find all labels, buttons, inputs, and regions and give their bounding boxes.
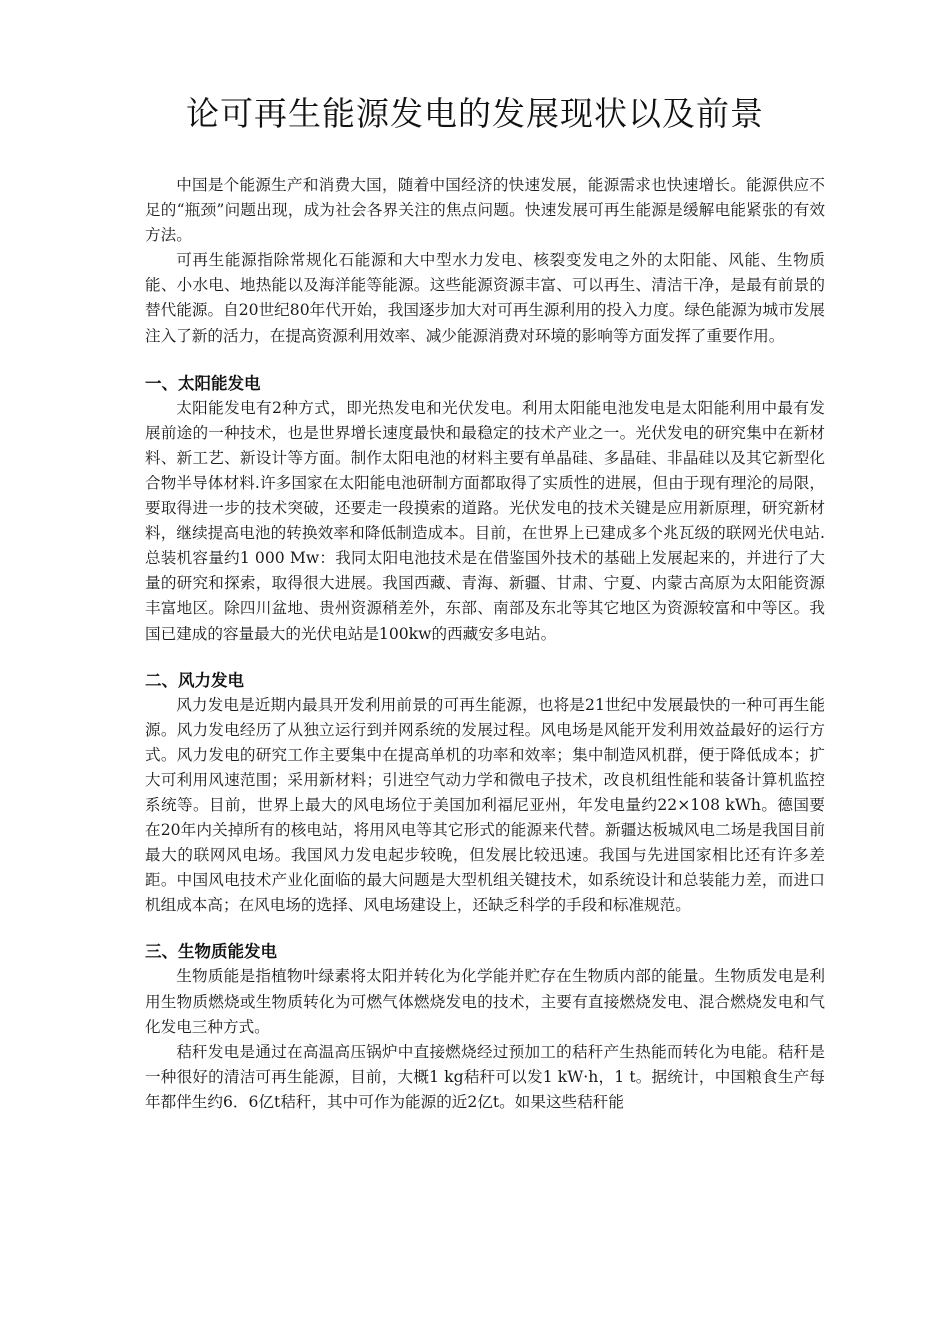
intro-paragraph: 可再生能源指除常规化石能源和大中型水力发电、核裂变发电之外的太阳能、风能、生物质能、小水电、地热能以及海洋能等能源。这些能源资源丰富、可以再生、清洁干净，是最有前景的替代能源。自20世纪80年代开始，我国逐步加大对可再生源利用的投入力度。绿色能源为城市发展注入了新的活力，在提高资源利用效率、减少能源消费对环境的影响等方面发挥了重要作用。	[145, 251, 825, 345]
document-body	[145, 173, 825, 1115]
section-heading-solar: 一、太阳能发电	[145, 373, 261, 393]
section-paragraph: 太阳能发电有2种方式，即光热发电和光伏发电。利用太阳能电池发电是太阳能利用中最有发展前途的一种技术，也是世界增长速度最快和最稳定的技术产业之一。光伏发电的研究集中在新材料、新工艺、新设计等方面。制作太阳电池的材料主要有单晶硅、多晶硅、非晶硅以及其它新型化合物半导体材料.许多国家在太阳能电池研制方面都取得了实质性的进展，但由于现有理沦的局限，要取得进一步的技术突破，还要走一段摸索的道路。光伏发电的技术关键是应用新原理，研究新材料，继续提高电池的转换效率和降低制造成本。目前，在世界上已建成多个兆瓦级的联网光伏电站. 总装机容量约1 000 Mw：我同太阳电池技术是在借鉴国外技术的基础上发展起来的，并进行了大量的研究和探索，取得很大进展。我国西藏、青海、新疆、甘肃、宁夏、内蒙古高原为太阳能资源丰富地区。除四川盆地、贵州资源稍差外，东部、南部及东北等其它地区为资源较富和中等区。我国已建成的容量最大的光伏电站是100kw的西藏安多电站。	[145, 398, 825, 643]
section-paragraph: 风力发电是近期内最具开发利用前景的可再生能源，也将是21世纪中发展最快的一种可再生能源。风力发电经历了从独立运行到并网系统的发展过程。风电场是风能开发利用效益最好的运行方式。风力发电的研究工作主要集中在提高单机的功率和效率；集中制造风机群，便于降低成本；扩大可利用风速范围；采用新材料；引进空气动力学和微电子技术，改良机组性能和装备计算机监控系统等。目前，世界上最大的风电场位于美国加利福尼亚州，年发电量约22×108 kWh。德国要在20年内关掉所有的核电站，将用风电等其它形式的能源来代替。新疆达板城风电二场是我国目前最大的联网风电场。我国风力发电起步较晚，但发展比较迅速。我国与先进国家相比还有许多差距。中国风电技术产业化面临的最大问题是大型机组关键技术，如系统设计和总装能力差，而进口机组成本高；在风电场的选择、风电场建设上，还缺乏科学的手段和标准规范。	[145, 695, 825, 915]
section-paragraph: 生物质能是指植物叶绿素将太阳并转化为化学能并贮存在生物质内部的能量。生物质发电是利用生物质燃烧或生物质转化为可燃气体燃烧发电的技术，主要有直接燃烧发电、混合燃烧发电和气化发电三种方式。	[145, 967, 825, 1036]
intro-paragraph: 中国是个能源生产和消费大国，随着中国经济的快速发展，能源需求也快速增长。能源供应不足的“瓶颈”问题出现，成为社会各界关注的焦点问题。快速发展可再生能源是缓解电能紧张的有效方法。	[145, 176, 825, 245]
section-paragraph: 秸秆发电是通过在高温高压锅炉中直接燃烧经过预加工的秸秆产生热能而转化为电能。秸秆是一种很好的清洁可再生能源，目前，大概1 kg秸秆可以发1 kW·h，1 t。据统计，中国粮食生产每年都伴生约6．6亿t秸秆，其中可作为能源的近2亿t。如果这些秸秆能	[145, 1042, 825, 1111]
document-title: 论可再生能源发电的发展现状以及前景	[186, 94, 764, 133]
section-heading-biomass: 三、生物质能发电	[145, 942, 277, 962]
section-heading-wind: 二、风力发电	[145, 670, 244, 690]
